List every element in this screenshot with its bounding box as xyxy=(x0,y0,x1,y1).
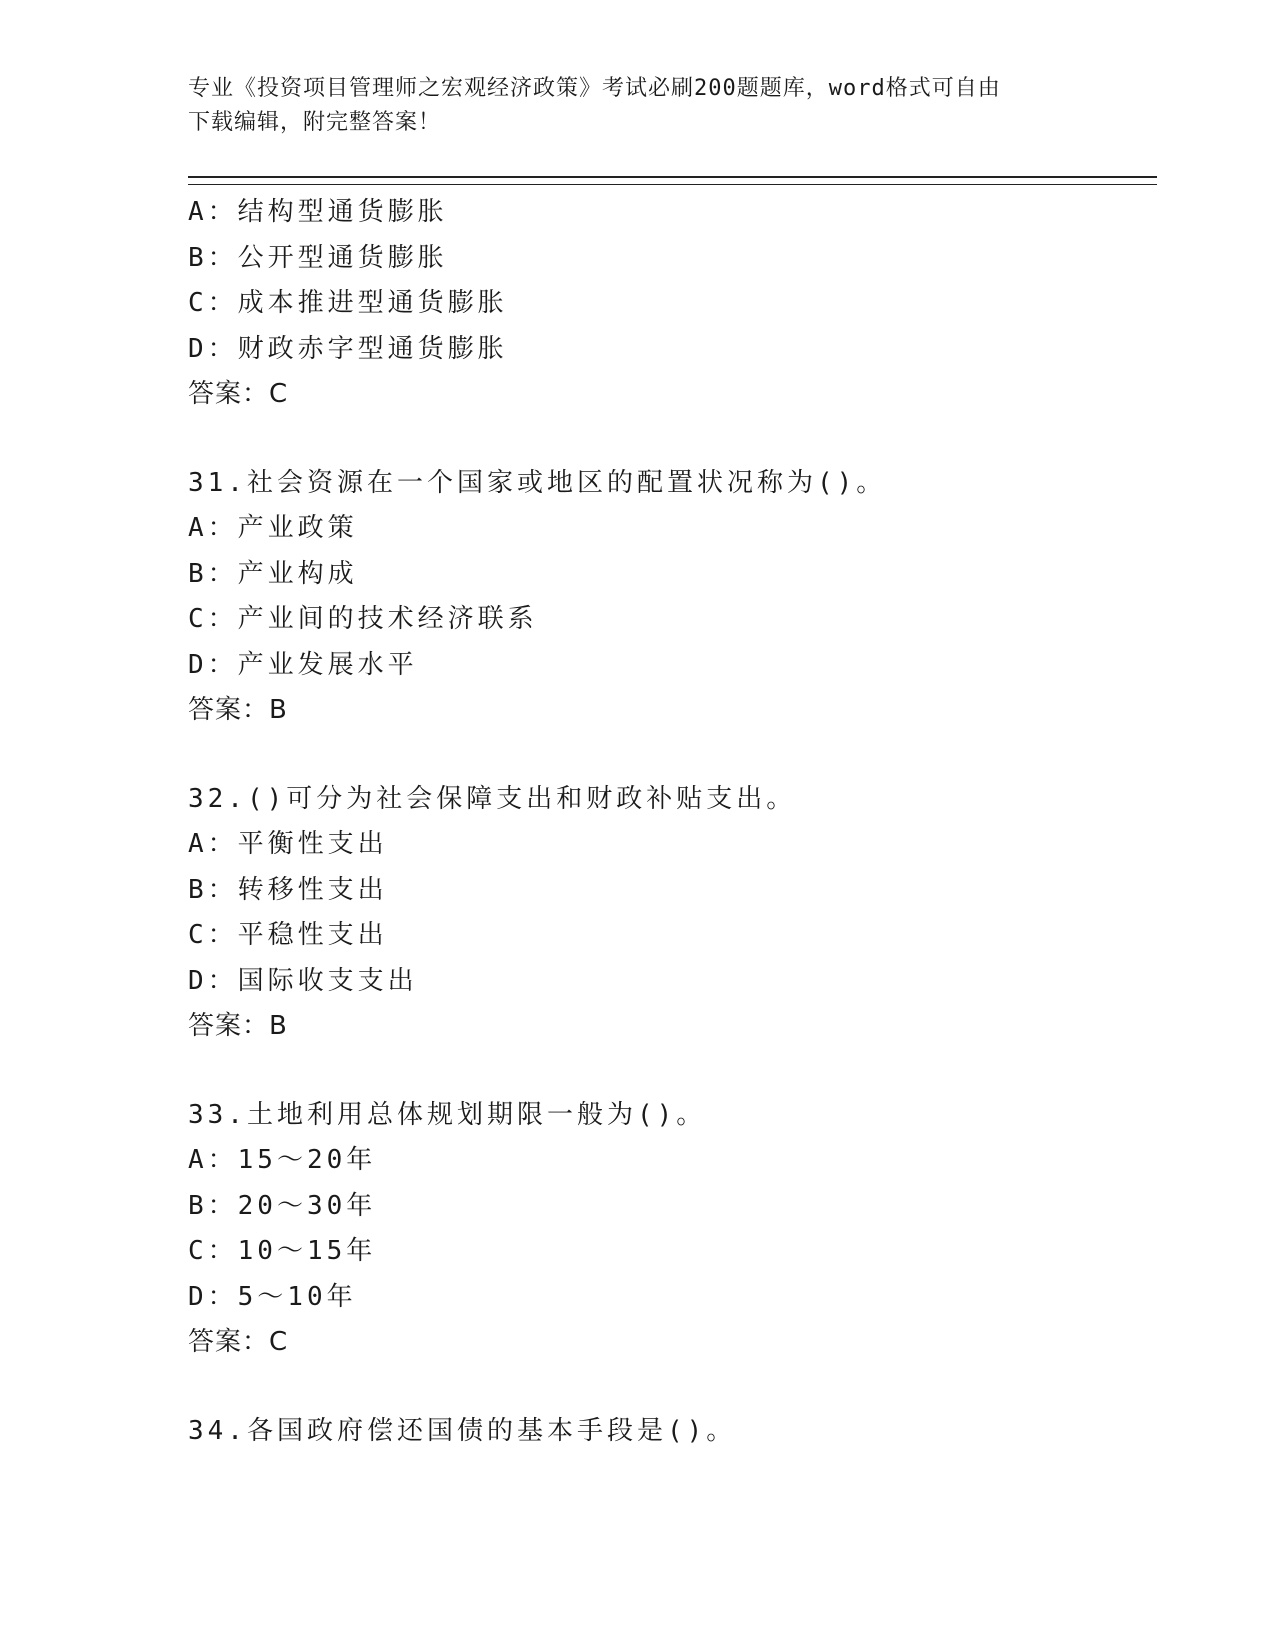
question-stem: 32.()可分为社会保障支出和财政补贴支出。 xyxy=(188,783,797,814)
question-33 xyxy=(188,1093,1157,1366)
answer-line: 答案：C xyxy=(188,1327,289,1357)
answer-line: 答案：B xyxy=(188,695,288,725)
option-a: A：平衡性支出 xyxy=(188,829,388,859)
question-stem: 31.社会资源在一个国家或地区的配置状况称为()。 xyxy=(188,467,887,498)
option-d: D：5～10年 xyxy=(188,1281,357,1312)
header-line-2: 下载编辑，附完整答案！ xyxy=(188,110,442,135)
option-a: A：产业政策 xyxy=(188,513,358,543)
option-d: D：国际收支支出 xyxy=(188,965,418,996)
answer-line: 答案：B xyxy=(188,1011,288,1041)
option-d: D：产业发展水平 xyxy=(188,649,418,680)
question-31 xyxy=(188,461,1157,734)
option-d: D：财政赤字型通货膨胀 xyxy=(188,333,508,364)
question-34 xyxy=(188,1409,1157,1455)
question-32 xyxy=(188,777,1157,1050)
option-b: B：转移性支出 xyxy=(188,874,388,905)
question-list xyxy=(188,190,1157,1454)
option-b: B：20～30年 xyxy=(188,1190,377,1221)
option-c: C：10～15年 xyxy=(188,1236,377,1266)
option-c: C：平稳性支出 xyxy=(188,920,388,950)
document-header xyxy=(188,72,1088,140)
option-b: B：公开型通货膨胀 xyxy=(188,242,448,273)
option-c: C：成本推进型通货膨胀 xyxy=(188,288,508,318)
header-line-1: 专业《投资项目管理师之宏观经济政策》考试必刷200题题库，word格式可自由 xyxy=(188,76,1001,101)
option-b: B：产业构成 xyxy=(188,558,358,589)
header-divider xyxy=(188,176,1157,185)
option-a: A：15～20年 xyxy=(188,1145,377,1175)
option-c: C：产业间的技术经济联系 xyxy=(188,604,538,634)
question-stem: 33.土地利用总体规划期限一般为()。 xyxy=(188,1099,707,1130)
question-30-remainder xyxy=(188,190,1157,418)
answer-line: 答案：C xyxy=(188,379,289,409)
option-a: A：结构型通货膨胀 xyxy=(188,197,448,227)
question-stem: 34.各国政府偿还国债的基本手段是()。 xyxy=(188,1415,737,1446)
